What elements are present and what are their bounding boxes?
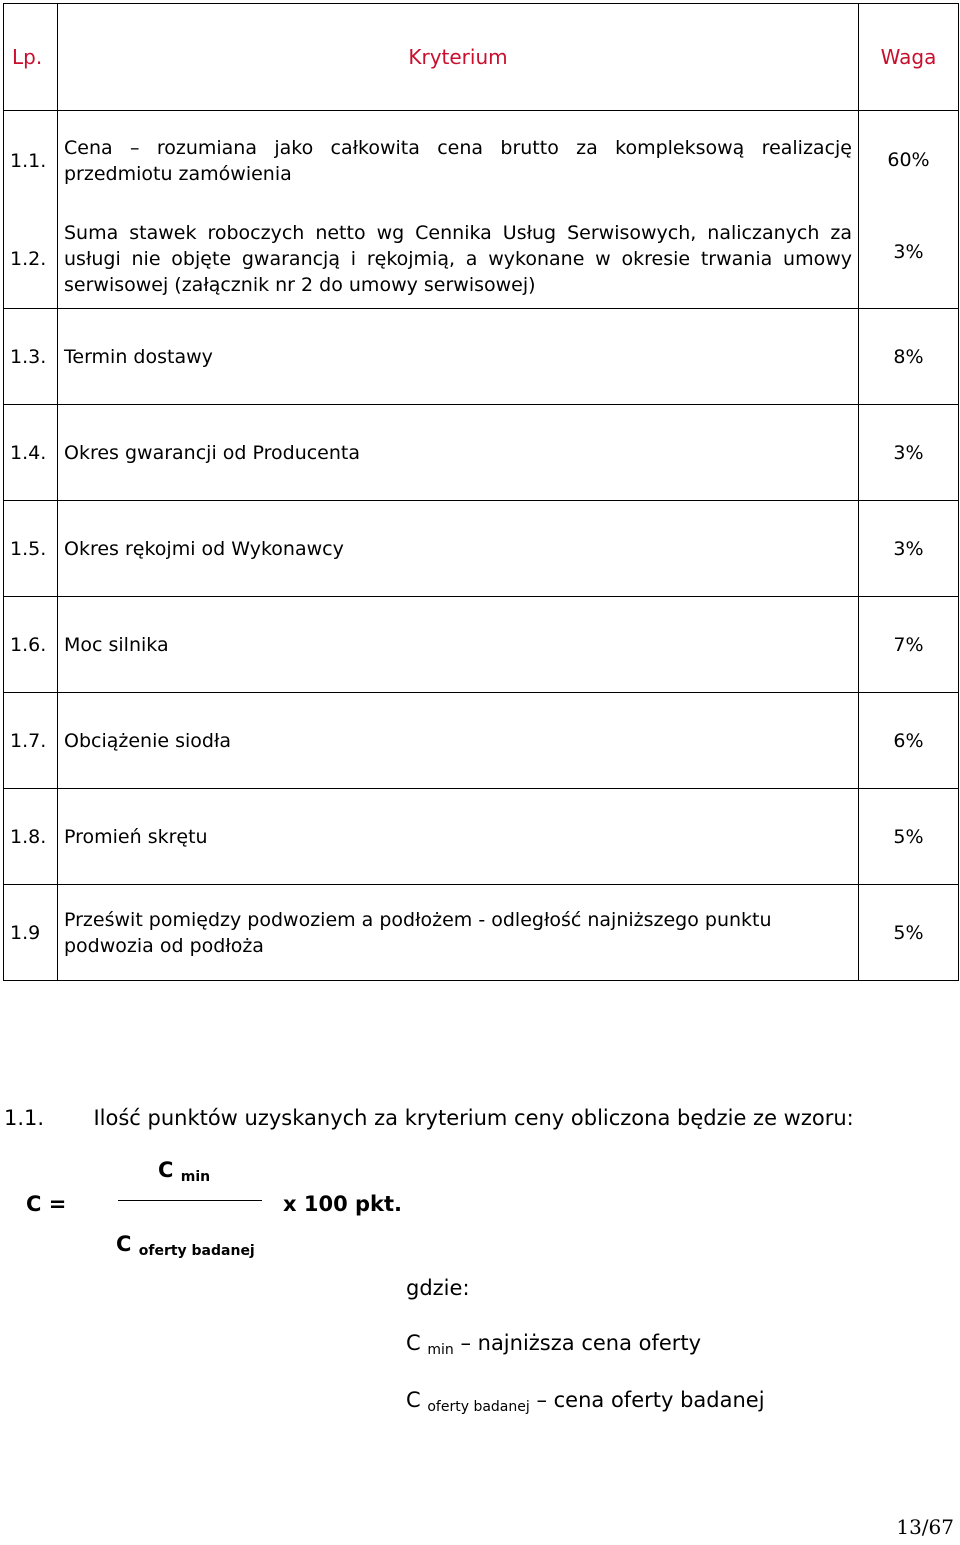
- row-lp: 1.2.: [4, 211, 58, 309]
- header-kryterium: Kryterium: [58, 4, 859, 111]
- table-row: [4, 789, 959, 885]
- section-number: 1.1.: [4, 1106, 45, 1130]
- row-lp: 1.8.: [4, 789, 58, 885]
- header-waga: Waga: [859, 4, 959, 111]
- section-heading: [4, 1106, 854, 1130]
- table-header-row: [4, 4, 959, 111]
- row-kryterium: Obciążenie siodła: [58, 693, 859, 789]
- row-lp: 1.7.: [4, 693, 58, 789]
- row-lp: 1.3.: [4, 309, 58, 405]
- row-waga: 5%: [859, 789, 959, 885]
- row-waga: [859, 111, 959, 309]
- table-row: [4, 111, 959, 211]
- row-kryterium: Promień skrętu: [58, 789, 859, 885]
- row-waga: 3%: [859, 501, 959, 597]
- section-text: Ilość punktów uzyskanych za kryterium ceny obliczona będzie ze wzoru:: [93, 1106, 854, 1130]
- criteria-table: [3, 3, 959, 981]
- row-kryterium: Prześwit pomiędzy podwoziem a podłożem - odległość najniższego punktu podwozia od podłoża: [58, 885, 859, 981]
- table-row: [4, 693, 959, 789]
- row-kryterium: Termin dostawy: [58, 309, 859, 405]
- row-waga: 7%: [859, 597, 959, 693]
- row-waga: 8%: [859, 309, 959, 405]
- table-row: [4, 501, 959, 597]
- row-waga: 6%: [859, 693, 959, 789]
- legend-description: – najniższa cena oferty: [460, 1331, 702, 1355]
- legend-item: [406, 1331, 701, 1358]
- formula-multiplier: x 100 pkt.: [283, 1192, 403, 1216]
- legend-symbol: C: [406, 1331, 421, 1355]
- legend-intro: gdzie:: [406, 1276, 470, 1300]
- legend-description: – cena oferty badanej: [536, 1388, 765, 1412]
- table-row: [4, 211, 959, 309]
- table-row: [4, 885, 959, 981]
- formula-denominator: [116, 1232, 255, 1259]
- table-row: [4, 597, 959, 693]
- table-row: [4, 405, 959, 501]
- legend-subscript: oferty badanej: [427, 1399, 530, 1415]
- row-kryterium: Cena – rozumiana jako całkowita cena brutto za kompleksową realizację przedmiotu zamówienia: [58, 111, 859, 211]
- row-kryterium: Suma stawek roboczych netto wg Cennika Usług Serwisowych, naliczanych za usługi nie objęte gwarancją i rękojmią, a wykonane w okresie trwania umowy serwisowej (załącznik nr 2 do umowy serwisowej): [58, 211, 859, 309]
- denominator-subscript: oferty badanej: [138, 1243, 255, 1259]
- row-waga: 5%: [859, 885, 959, 981]
- formula-lhs: C =: [26, 1192, 67, 1216]
- table-row: [4, 309, 959, 405]
- row-lp: 1.1.: [4, 111, 58, 211]
- row-kryterium: Okres gwarancji od Producenta: [58, 405, 859, 501]
- denominator-symbol: C: [116, 1232, 132, 1256]
- waga-value: 3%: [893, 241, 924, 263]
- page-number: 13/67: [896, 1515, 954, 1539]
- row-lp: 1.9: [4, 885, 58, 981]
- numerator-subscript: min: [180, 1169, 211, 1185]
- row-waga: 3%: [859, 405, 959, 501]
- legend-item: [406, 1388, 765, 1415]
- formula-numerator: [158, 1158, 210, 1185]
- row-lp: 1.6.: [4, 597, 58, 693]
- row-lp: 1.5.: [4, 501, 58, 597]
- waga-value: 60%: [887, 149, 930, 171]
- numerator-symbol: C: [158, 1158, 174, 1182]
- fraction-line: [118, 1200, 262, 1201]
- row-lp: 1.4.: [4, 405, 58, 501]
- row-kryterium: Okres rękojmi od Wykonawcy: [58, 501, 859, 597]
- header-lp: Lp.: [4, 4, 58, 111]
- legend-subscript: min: [427, 1342, 454, 1358]
- row-kryterium: Moc silnika: [58, 597, 859, 693]
- legend-symbol: C: [406, 1388, 421, 1412]
